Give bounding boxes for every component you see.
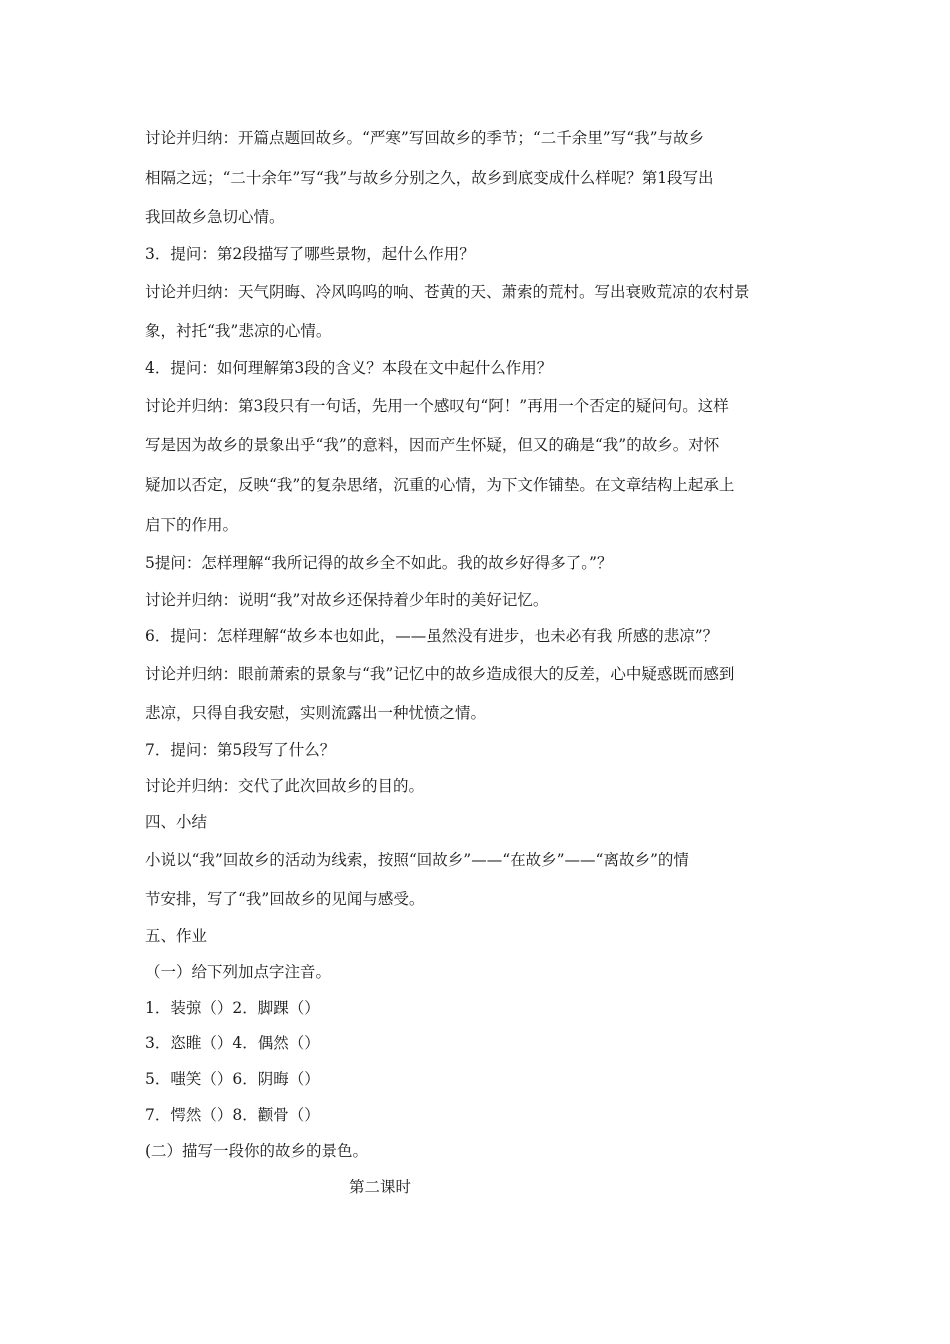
text-line: 讨论并归纳：开篇点题回故乡。“严寒”写回故乡的季节；“二千余里”写“我”与故乡 <box>145 129 705 147</box>
homework-item: 5．嗤笑（）6．阴晦（） <box>145 1070 320 1088</box>
lesson-heading: 第二课时 <box>348 1178 411 1196</box>
text-line: 节安排，写了“我”回故乡的见闻与感受。 <box>145 890 425 908</box>
homework-item: 1．装弶（）2．脚踝（） <box>145 999 320 1017</box>
question-5: 5提问：怎样理解“我所记得的故乡全不如此。我的故乡好得多了。”？ <box>145 554 613 572</box>
question-4: 4．提问：如何理解第3段的含义？本段在文中起什么作用？ <box>145 359 553 377</box>
text-line: 讨论并归纳：第3段只有一句话，先用一个感叹句“阿！”再用一个否定的疑问句。这样 <box>145 397 729 415</box>
text-line: 启下的作用。 <box>145 516 239 534</box>
text-line: 讨论并归纳：天气阴晦、冷风呜呜的响、苍黄的天、萧索的荒村。写出衰败荒凉的农村景 <box>145 283 750 301</box>
text-line: 讨论并归纳：说明“我”对故乡还保持着少年时的美好记忆。 <box>145 591 549 609</box>
homework-item: 3．恣睢（）4．偶然（） <box>145 1034 320 1052</box>
section-heading-summary: 四、小结 <box>145 813 208 831</box>
text-line: 疑加以否定，反映“我”的复杂思绪，沉重的心情，为下文作铺垫。在文章结构上起承上 <box>145 476 735 494</box>
text-line: 悲凉，只得自我安慰，实则流露出一种忧愤之情。 <box>145 704 487 722</box>
section-heading-homework: 五、作业 <box>145 927 208 945</box>
text-line: 讨论并归纳：眼前萧索的景象与“我”记忆中的故乡造成很大的反差，心中疑惑既而感到 <box>145 665 735 683</box>
homework-part-2: (二）描写一段你的故乡的景色。 <box>145 1142 369 1160</box>
text-line: 写是因为故乡的景象出乎“我”的意料，因而产生怀疑，但又的确是“我”的故乡。对怀 <box>145 436 720 454</box>
question-6: 6．提问：怎样理解“故乡本也如此，——虽然没有进步，也未必有我 所感的悲凉”？ <box>145 627 719 645</box>
text-line: 象，衬托“我”悲凉的心情。 <box>145 322 332 340</box>
text-line: 相隔之远；“二十余年”写“我”与故乡分别之久，故乡到底变成什么样呢？第1段写出 <box>145 169 714 187</box>
question-3: 3．提问：第2段描写了哪些景物，起什么作用？ <box>145 245 475 263</box>
question-7: 7．提问：第5段写了什么？ <box>145 741 336 759</box>
text-line: 我回故乡急切心情。 <box>145 208 285 226</box>
homework-part-1: （一）给下列加点字注音。 <box>145 963 332 981</box>
homework-item: 7．愕然（）8．颧骨（） <box>145 1106 320 1124</box>
text-line: 讨论并归纳：交代了此次回故乡的目的。 <box>145 777 425 795</box>
text-line: 小说以“我”回故乡的活动为线索，按照“回故乡”——“在故乡”——“离故乡”的情 <box>145 851 689 869</box>
